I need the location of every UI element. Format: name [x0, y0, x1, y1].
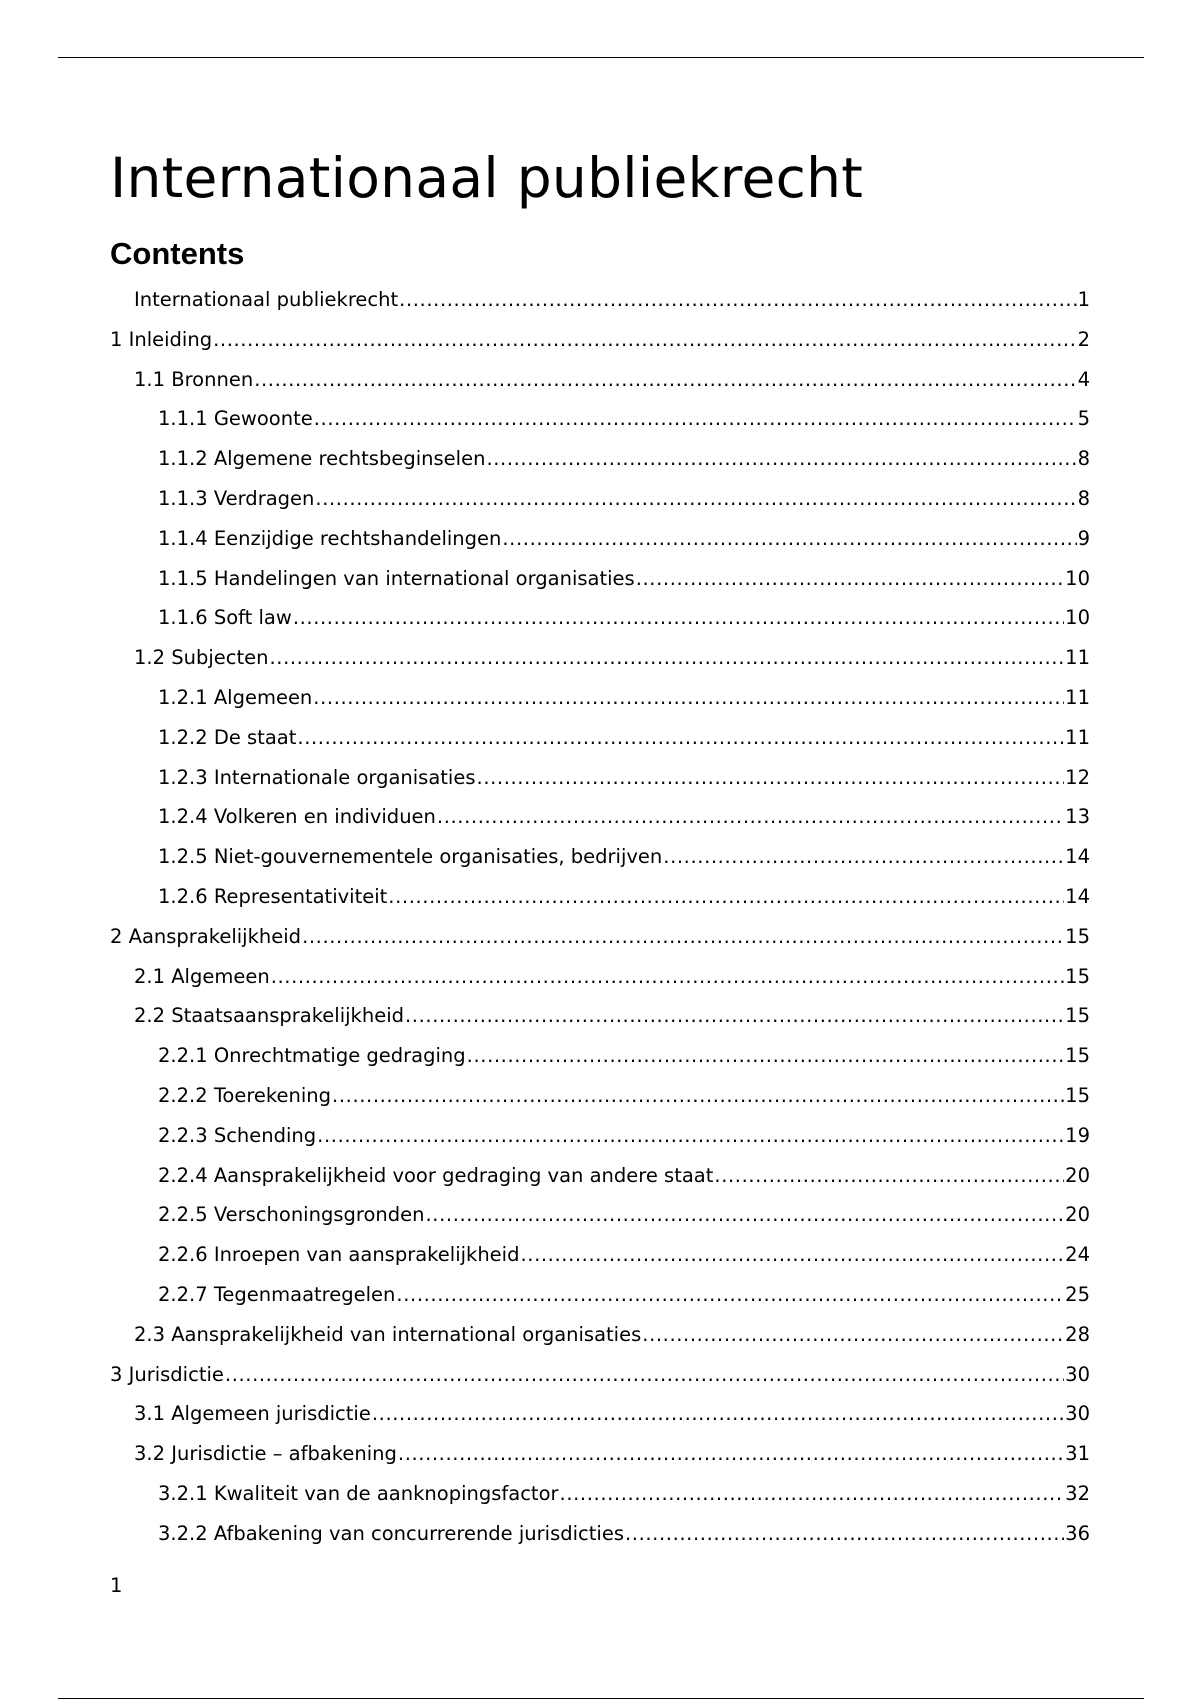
toc-dot-leader: [625, 1514, 1064, 1554]
toc-entry[interactable]: [110, 479, 1090, 519]
toc-entry[interactable]: [110, 598, 1090, 638]
toc-entry-page: 15: [1065, 1044, 1090, 1068]
toc-dot-leader: [396, 1275, 1064, 1315]
toc-dot-leader: [477, 758, 1065, 798]
toc-entry[interactable]: [110, 439, 1090, 479]
toc-dot-leader: [332, 1076, 1064, 1116]
contents-heading: Contents: [110, 236, 245, 271]
toc-dot-leader: [314, 399, 1077, 439]
toc-entry[interactable]: [110, 280, 1090, 320]
toc-entry-page: 11: [1065, 685, 1090, 709]
toc-entry[interactable]: [110, 758, 1090, 798]
toc-entry[interactable]: [110, 678, 1090, 718]
toc-dot-leader: [636, 559, 1064, 599]
toc-entry-page: 10: [1065, 566, 1090, 590]
toc-entry[interactable]: [110, 1195, 1090, 1235]
toc-entry-page: 9: [1077, 526, 1090, 550]
toc-entry-page: 20: [1065, 1203, 1090, 1227]
toc-entry-page: 28: [1065, 1322, 1090, 1346]
toc-entry-label: 2.1 Algemeen: [134, 964, 270, 988]
toc-entry-page: 14: [1065, 845, 1090, 869]
toc-entry[interactable]: [110, 1355, 1090, 1395]
toc-dot-leader: [269, 638, 1064, 678]
toc-entry-label: 1.2.6 Representativiteit: [158, 884, 388, 908]
toc-entry-label: 2.2 Staatsaansprakelijkheid: [134, 1004, 404, 1028]
toc-entry[interactable]: [110, 1434, 1090, 1474]
toc-entry-page: 8: [1077, 486, 1090, 510]
toc-entry-page: 32: [1065, 1481, 1090, 1505]
toc-entry-label: 2.2.1 Onrechtmatige gedraging: [158, 1044, 466, 1068]
toc-dot-leader: [315, 479, 1076, 519]
toc-entry-page: 19: [1065, 1123, 1090, 1147]
toc-entry-label: 2.2.7 Tegenmaatregelen: [158, 1282, 396, 1306]
toc-dot-leader: [317, 1116, 1064, 1156]
toc-entry[interactable]: [110, 917, 1090, 957]
toc-entry-label: 3.1 Algemeen jurisdictie: [134, 1402, 371, 1426]
toc-entry-label: 2 Aansprakelijkheid: [110, 924, 302, 948]
table-of-contents: [110, 280, 1090, 1554]
toc-entry[interactable]: [110, 399, 1090, 439]
toc-entry-label: 1.2.3 Internationale organisaties: [158, 765, 476, 789]
toc-dot-leader: [271, 957, 1064, 997]
toc-dot-leader: [560, 1474, 1065, 1514]
toc-entry[interactable]: [110, 320, 1090, 360]
toc-entry-page: 20: [1065, 1163, 1090, 1187]
toc-entry[interactable]: [110, 1275, 1090, 1315]
toc-dot-leader: [398, 1434, 1064, 1474]
toc-entry-label: 1 Inleiding: [110, 327, 213, 351]
toc-dot-leader: [437, 797, 1064, 837]
toc-entry-page: 30: [1065, 1402, 1090, 1426]
toc-entry-label: 1.1 Bronnen: [134, 367, 254, 391]
toc-dot-leader: [467, 1036, 1065, 1076]
toc-entry-label: 2.3 Aansprakelijkheid van international organisaties: [134, 1322, 642, 1346]
toc-dot-leader: [388, 877, 1064, 917]
toc-entry-page: 15: [1065, 924, 1090, 948]
toc-entry[interactable]: [110, 1076, 1090, 1116]
toc-entry-page: 14: [1065, 884, 1090, 908]
toc-dot-leader: [313, 678, 1064, 718]
toc-entry[interactable]: [110, 1514, 1090, 1554]
toc-entry-label: 1.2.2 De staat: [158, 725, 297, 749]
toc-entry-page: 1: [1077, 288, 1090, 311]
toc-entry-label: 2.2.6 Inroepen van aansprakelijkheid: [158, 1243, 520, 1267]
toc-dot-leader: [297, 718, 1064, 758]
toc-entry[interactable]: [110, 559, 1090, 599]
toc-entry-page: 15: [1065, 1083, 1090, 1107]
toc-dot-leader: [302, 917, 1064, 957]
toc-entry-page: 36: [1065, 1521, 1090, 1545]
toc-entry-label: 2.2.4 Aansprakelijkheid voor gedraging van andere staat: [158, 1163, 714, 1187]
header-rule: [58, 57, 1144, 58]
toc-entry-label: 2.2.2 Toerekening: [158, 1083, 332, 1107]
toc-entry-label: 1.1.6 Soft law: [158, 606, 292, 630]
toc-entry[interactable]: [110, 1474, 1090, 1514]
toc-entry-page: 31: [1065, 1442, 1090, 1466]
toc-entry[interactable]: [110, 837, 1090, 877]
toc-entry-page: 11: [1065, 646, 1090, 670]
toc-entry-label: 2.2.5 Verschoningsgronden: [158, 1203, 425, 1227]
toc-entry[interactable]: [110, 1116, 1090, 1156]
toc-entry-page: 24: [1065, 1243, 1090, 1267]
toc-entry-label: 1.1.1 Gewoonte: [158, 407, 313, 431]
toc-entry[interactable]: [110, 957, 1090, 997]
toc-entry-page: 15: [1065, 964, 1090, 988]
toc-entry[interactable]: [110, 877, 1090, 917]
toc-entry-label: 1.2.5 Niet-gouvernementele organisaties, bedrijven: [158, 845, 663, 869]
toc-entry-page: 5: [1077, 407, 1090, 431]
toc-entry-page: 4: [1077, 367, 1090, 391]
toc-dot-leader: [642, 1315, 1064, 1355]
toc-entry[interactable]: [110, 996, 1090, 1036]
toc-dot-leader: [426, 1195, 1065, 1235]
toc-entry[interactable]: [110, 1036, 1090, 1076]
toc-entry-label: 1.2 Subjecten: [134, 646, 269, 670]
toc-entry-label: 1.1.2 Algemene rechtsbeginselen: [158, 447, 486, 471]
toc-entry-page: 8: [1077, 447, 1090, 471]
footer-rule: [58, 1698, 1144, 1699]
toc-entry-page: 12: [1065, 765, 1090, 789]
toc-entry-label: 3 Jurisdictie: [110, 1362, 224, 1386]
toc-entry-page: 11: [1065, 725, 1090, 749]
toc-entry[interactable]: [110, 797, 1090, 837]
toc-entry[interactable]: [110, 1394, 1090, 1434]
page-number: 1: [110, 1574, 123, 1597]
toc-dot-leader: [372, 1394, 1064, 1434]
toc-entry-label: 1.2.4 Volkeren en individuen: [158, 805, 436, 829]
toc-entry-label: 1.1.4 Eenzijdige rechtshandelingen: [158, 526, 502, 550]
toc-entry-label: 1.1.5 Handelingen van international organisaties: [158, 566, 635, 590]
toc-entry[interactable]: [110, 360, 1090, 400]
toc-entry-page: 13: [1065, 805, 1090, 829]
toc-dot-leader: [486, 439, 1076, 479]
document-title: Internationaal publiekrecht: [110, 146, 864, 210]
toc-entry-page: 30: [1065, 1362, 1090, 1386]
toc-entry[interactable]: [110, 1156, 1090, 1196]
toc-entry-label: 1.1.3 Verdragen: [158, 486, 315, 510]
toc-entry-page: 25: [1065, 1282, 1090, 1306]
toc-entry-label: Internationaal publiekrecht: [134, 288, 399, 311]
toc-entry-page: 15: [1065, 1004, 1090, 1028]
toc-dot-leader: [663, 837, 1064, 877]
toc-entry[interactable]: [110, 638, 1090, 678]
toc-entry-label: 1.2.1 Algemeen: [158, 685, 313, 709]
toc-entry-label: 2.2.3 Schending: [158, 1123, 317, 1147]
toc-entry[interactable]: [110, 718, 1090, 758]
toc-dot-leader: [213, 320, 1076, 360]
toc-entry[interactable]: [110, 1315, 1090, 1355]
toc-entry[interactable]: [110, 1235, 1090, 1275]
toc-entry-page: 2: [1077, 327, 1090, 351]
toc-dot-leader: [293, 598, 1064, 638]
toc-dot-leader: [502, 519, 1076, 559]
toc-dot-leader: [399, 280, 1076, 320]
toc-entry-label: 3.2.1 Kwaliteit van de aanknopingsfactor: [158, 1481, 559, 1505]
toc-dot-leader: [225, 1355, 1064, 1395]
toc-dot-leader: [520, 1235, 1064, 1275]
toc-entry-label: 3.2 Jurisdictie – afbakening: [134, 1442, 397, 1466]
toc-entry-label: 3.2.2 Afbakening van concurrerende jurisdicties: [158, 1521, 624, 1545]
toc-dot-leader: [254, 360, 1076, 400]
toc-entry[interactable]: [110, 519, 1090, 559]
toc-entry-page: 10: [1065, 606, 1090, 630]
toc-dot-leader: [405, 996, 1064, 1036]
toc-dot-leader: [714, 1156, 1064, 1196]
